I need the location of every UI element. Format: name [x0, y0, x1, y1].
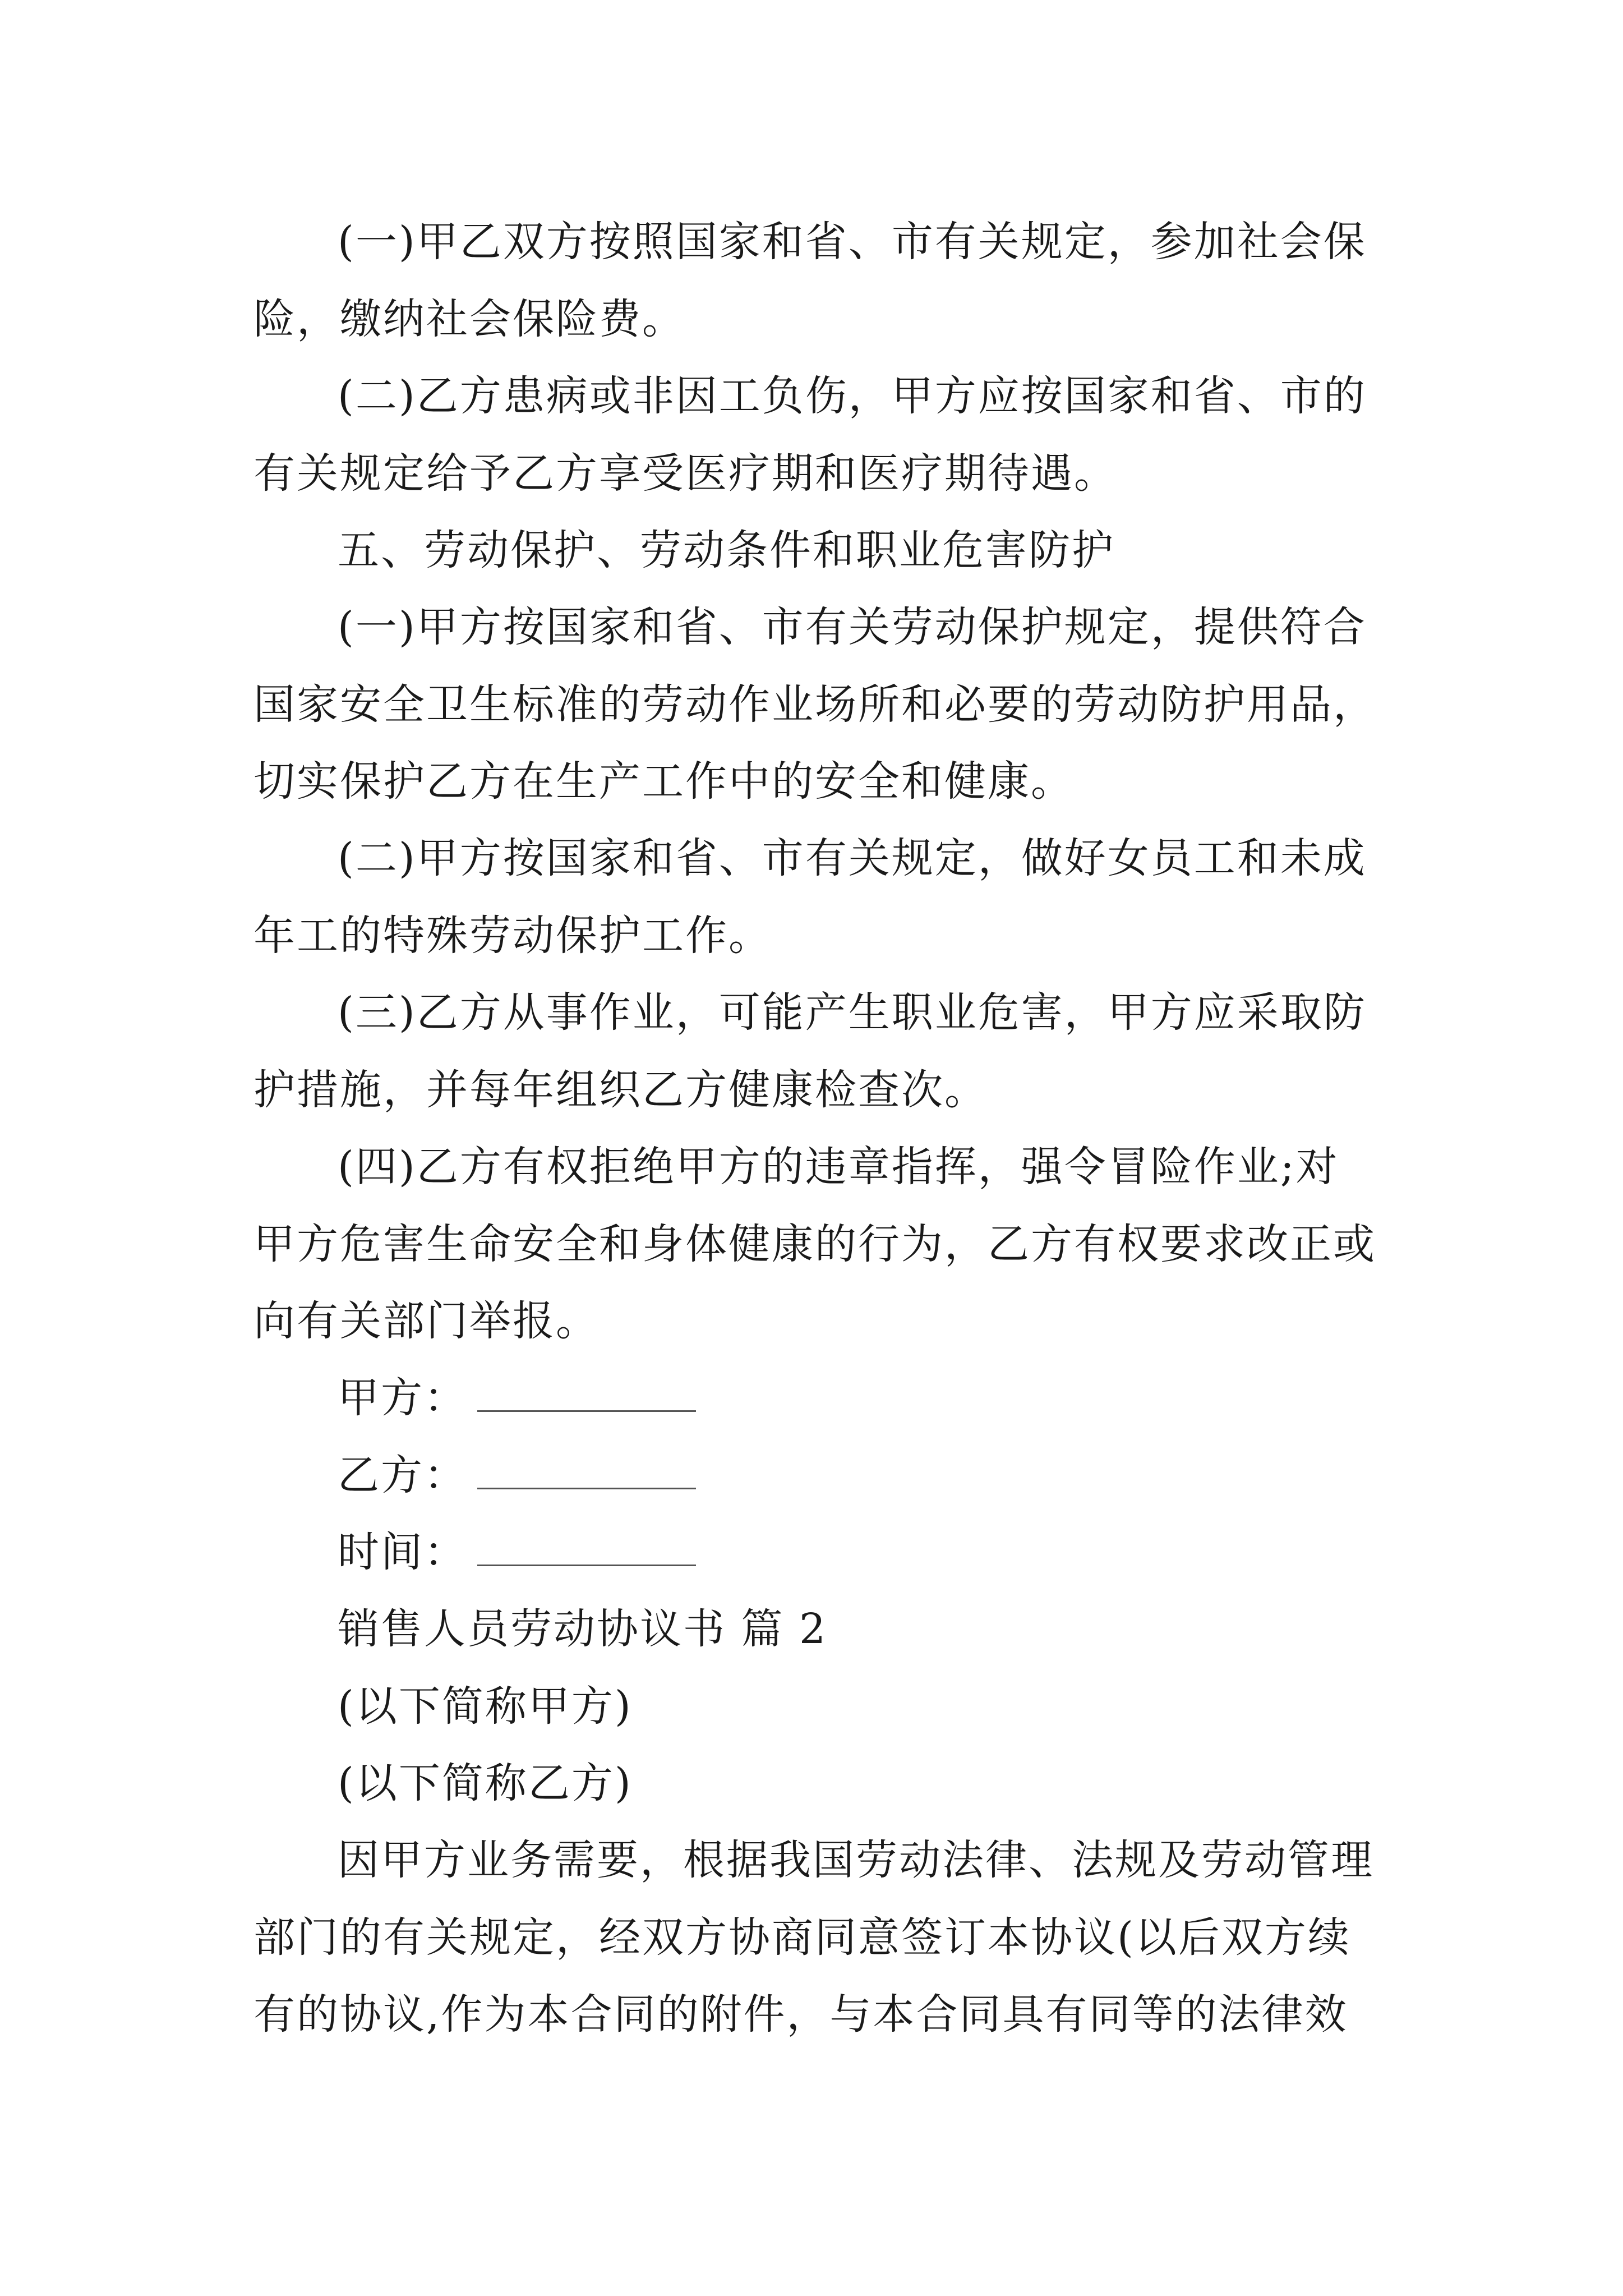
signature-party-b-blank — [477, 1484, 696, 1489]
signature-time-blank — [477, 1561, 696, 1566]
signature-party-a — [0, 1372, 1623, 1424]
paragraph-line: (一)甲方按国家和省、市有关劳动保护规定，提供符合 — [338, 603, 1367, 651]
signature-party-b-label: 乙方： — [338, 1451, 467, 1499]
signature-party-b — [0, 1450, 1623, 1501]
paragraph-line: 险，缴纳社会保险费。 — [253, 295, 685, 343]
paragraph-line: 向有关部门举报。 — [253, 1297, 599, 1345]
paragraph-line: (四)乙方有权拒绝甲方的违章指挥，强令冒险作业;对 — [338, 1143, 1339, 1191]
section-title: 销售人员劳动协议书 篇 2 — [338, 1605, 828, 1653]
signature-time — [0, 1526, 1623, 1578]
paragraph-line: 年工的特殊劳动保护工作。 — [253, 912, 772, 960]
paragraph-line: (三)乙方从事作业，可能产生职业危害，甲方应采取防 — [338, 988, 1367, 1037]
paragraph-line: 有的协议,作为本合同的附件，与本合同具有同等的法律效 — [253, 1990, 1348, 2039]
paragraph-line: 甲方危害生命安全和身体健康的行为，乙方有权要求改正或 — [253, 1220, 1376, 1268]
party-b-note: (以下简称乙方) — [338, 1759, 633, 1807]
paragraph-line: 因甲方业务需要，根据我国劳动法律、法规及劳动管理 — [338, 1836, 1374, 1884]
paragraph-line: 护措施，并每年组织乙方健康检查次。 — [253, 1066, 988, 1114]
paragraph-line: 切实保护乙方在生产工作中的安全和健康。 — [253, 757, 1074, 806]
paragraph-line: 国家安全卫生标准的劳动作业场所和必要的劳动防护用品， — [253, 680, 1376, 729]
paragraph-line: (二)甲方按国家和省、市有关规定，做好女员工和未成 — [338, 834, 1367, 882]
party-a-note: (以下简称甲方) — [338, 1682, 633, 1731]
paragraph-line: (二)乙方患病或非因工负伤，甲方应按国家和省、市的 — [338, 372, 1367, 420]
paragraph-line: 有关规定给予乙方享受医疗期和医疗期待遇。 — [253, 449, 1117, 498]
signature-party-a-label: 甲方： — [338, 1374, 467, 1422]
paragraph-line: (一)甲乙双方按照国家和省、市有关规定，参加社会保 — [338, 218, 1367, 266]
signature-party-a-blank — [477, 1407, 696, 1412]
section-heading: 五、劳动保护、劳动条件和职业危害防护 — [338, 526, 1115, 574]
signature-time-label: 时间： — [338, 1528, 467, 1576]
paragraph-line: 部门的有关规定，经双方协商同意签订本协议(以后双方续 — [253, 1913, 1351, 1962]
